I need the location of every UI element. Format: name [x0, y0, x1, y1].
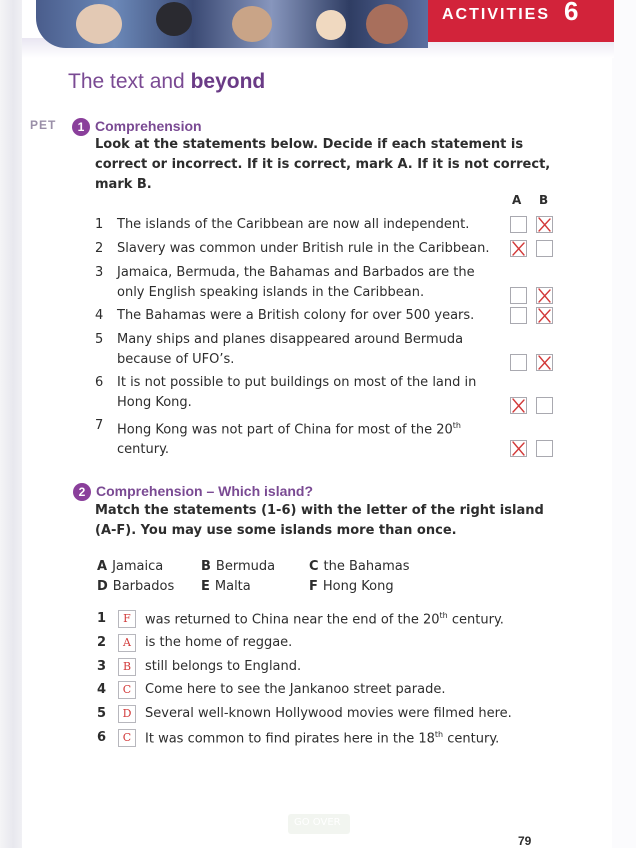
- title-part1: The text and: [68, 70, 185, 93]
- answer-checkbox-a[interactable]: [510, 354, 527, 371]
- answer-checkbox-a[interactable]: [510, 287, 527, 304]
- option-letter: E: [201, 579, 210, 594]
- statement-line2: century.: [117, 442, 170, 458]
- answer-checkbox-b[interactable]: [536, 397, 553, 414]
- match-number: 1: [97, 611, 107, 626]
- column-b-header: B: [539, 193, 549, 207]
- section2-title: Comprehension – Which island?: [96, 483, 314, 499]
- match-answer-box[interactable]: A: [118, 634, 136, 652]
- match-statement: [145, 611, 504, 627]
- match-statement: [145, 635, 292, 650]
- match-number: 2: [97, 635, 107, 650]
- statement-line1: It is not possible to put buildings on most of the land in: [117, 375, 477, 390]
- match-statement: [145, 730, 499, 746]
- option-name: Bermuda: [215, 559, 276, 574]
- match-statement: [145, 659, 301, 674]
- match-text-end: century.: [447, 612, 504, 628]
- statement-number: 2: [95, 241, 104, 256]
- match-number: 4: [97, 682, 107, 697]
- match-answer-box[interactable]: C: [118, 729, 136, 747]
- statement-text: [117, 416, 497, 460]
- section1-title: Comprehension: [95, 118, 202, 134]
- statement-number: 1: [95, 217, 104, 232]
- match-text-end: century.: [443, 731, 500, 747]
- answer-checkbox-b[interactable]: [536, 287, 553, 304]
- statement-number: 6: [95, 375, 104, 390]
- statement-text: [117, 263, 497, 303]
- island-option: [201, 559, 275, 574]
- match-number: 6: [97, 730, 107, 745]
- option-name: the Bahamas: [323, 559, 410, 574]
- statement-number: 4: [95, 308, 104, 323]
- section1-instruction: Look at the statements below. Decide if each statement is correct or incorrect. If it is correct, mark A. If it is not correct, mark B.: [95, 137, 551, 192]
- header-photo-collage: [36, 0, 428, 48]
- option-letter: A: [97, 559, 108, 574]
- match-text: Come here to see the Jankanoo street parade.: [145, 682, 446, 697]
- title-part2: beyond: [190, 70, 266, 93]
- column-a-header: A: [512, 193, 522, 207]
- match-text: is the home of reggae.: [145, 635, 293, 650]
- answer-checkbox-b[interactable]: [536, 216, 553, 233]
- match-text: It was common to find pirates here in the 18: [145, 731, 435, 747]
- answer-checkbox-b[interactable]: [536, 307, 553, 324]
- option-name: Hong Kong: [322, 579, 394, 594]
- island-option: [309, 579, 394, 594]
- page-edge: [612, 0, 636, 848]
- answer-checkbox-b[interactable]: [536, 240, 553, 257]
- match-text: was returned to China near the end of the 20: [145, 612, 440, 628]
- section1-number-badge: 1: [72, 118, 90, 136]
- pet-label: PET: [30, 118, 57, 132]
- match-statement: [145, 682, 445, 697]
- match-text: still belongs to England.: [145, 659, 302, 674]
- statement-line1: Hong Kong was not part of China for most of the 20: [117, 422, 453, 438]
- statement-text: [117, 330, 497, 370]
- option-letter: F: [309, 579, 318, 594]
- answer-checkbox-a[interactable]: [510, 397, 527, 414]
- statement-line1: Jamaica, Bermuda, the Bahamas and Barbados are the: [117, 265, 475, 280]
- match-number: 5: [97, 706, 107, 721]
- match-answer-box[interactable]: C: [118, 681, 136, 699]
- binding-gutter: [0, 0, 22, 848]
- statement-line2: because of UFO’s.: [117, 352, 235, 367]
- statement-line1: Slavery was common under British rule in the Caribbean.: [117, 241, 490, 256]
- section2-number-badge: 2: [73, 483, 91, 501]
- match-answer-box[interactable]: D: [118, 705, 136, 723]
- answer-checkbox-a[interactable]: [510, 307, 527, 324]
- option-letter: D: [97, 579, 108, 594]
- match-superscript: th: [434, 730, 444, 739]
- statement-text: [117, 239, 497, 259]
- match-answer-box[interactable]: B: [118, 658, 136, 676]
- option-letter: B: [201, 559, 211, 574]
- activities-label: ACTIVITIES: [442, 6, 551, 23]
- section2-instruction: Match the statements (1-6) with the letter of the right island (A-F). You may use some islands more than once.: [95, 503, 544, 538]
- answer-checkbox-a[interactable]: [510, 240, 527, 257]
- option-name: Jamaica: [112, 559, 164, 574]
- statement-number: 7: [95, 418, 104, 433]
- island-option: [97, 579, 174, 594]
- statement-line1: The islands of the Caribbean are now all independent.: [117, 217, 470, 232]
- statement-text: [117, 215, 497, 235]
- match-text: Several well-known Hollywood movies were filmed here.: [145, 706, 512, 721]
- statement-text: [117, 306, 497, 326]
- unit-number: 6: [564, 0, 579, 26]
- statement-line1: The Bahamas were a British colony for over 500 years.: [117, 308, 475, 323]
- statement-line1: Many ships and planes disappeared around Bermuda: [117, 332, 464, 347]
- match-number: 3: [97, 659, 107, 674]
- answer-checkbox-b[interactable]: [536, 354, 553, 371]
- answer-checkbox-a[interactable]: [510, 440, 527, 457]
- match-statement: [145, 706, 512, 721]
- answer-checkbox-b[interactable]: [536, 440, 553, 457]
- island-option: [97, 559, 163, 574]
- activities-banner: [428, 0, 614, 42]
- statement-line2: Hong Kong.: [117, 395, 192, 410]
- island-option: [309, 559, 410, 574]
- statement-superscript: th: [452, 421, 461, 430]
- option-name: Barbados: [112, 579, 175, 594]
- island-option: [201, 579, 251, 594]
- statement-line2: only English speaking islands in the Caribbean.: [117, 285, 425, 300]
- statement-text: [117, 373, 497, 413]
- option-name: Malta: [214, 579, 251, 594]
- page-number: 79: [518, 834, 532, 848]
- watermark-stamp: GO OVER: [288, 814, 350, 834]
- match-answer-box[interactable]: F: [118, 610, 136, 628]
- match-superscript: th: [439, 611, 448, 620]
- statement-number: 3: [95, 265, 104, 280]
- answer-checkbox-a[interactable]: [510, 216, 527, 233]
- statement-number: 5: [95, 332, 104, 347]
- option-letter: C: [309, 559, 319, 574]
- page-title: [68, 70, 265, 94]
